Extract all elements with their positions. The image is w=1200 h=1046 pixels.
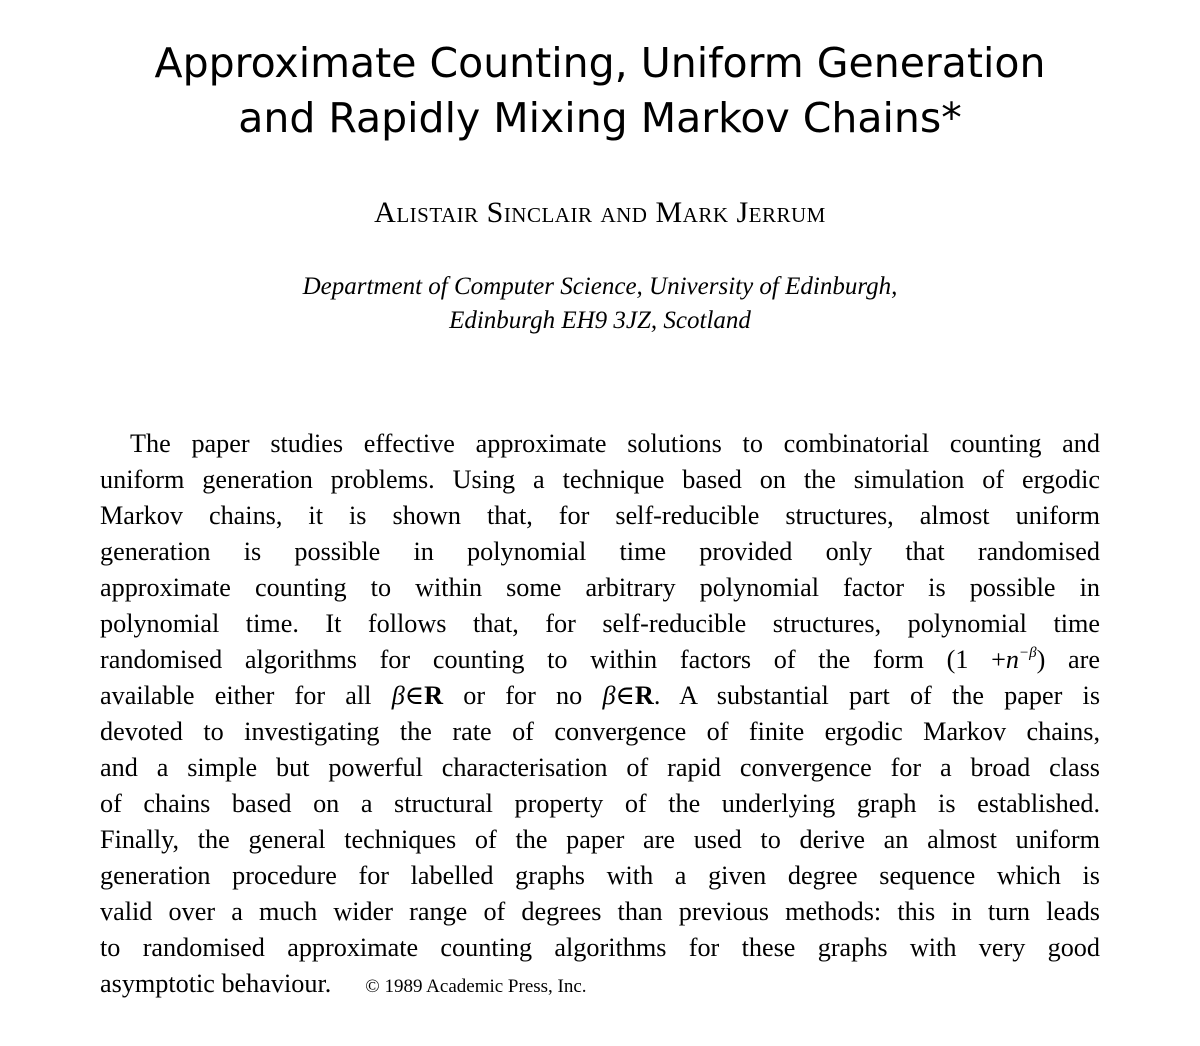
- beta-symbol: β: [602, 681, 616, 710]
- abstract: [100, 426, 1100, 1002]
- abstract-line: of chains based on a structural property of the underlying graph is established.: [100, 789, 1100, 818]
- affiliation-line-1: Department of Computer Science, University of Edinburgh,: [302, 273, 898, 300]
- abstract-text: randomised algorithms for counting to within factors of the form: [100, 645, 924, 674]
- copyright-notice: © 1989 Academic Press, Inc.: [365, 976, 587, 997]
- abstract-line: generation procedure for labelled graphs with a given degree sequence which is: [100, 861, 1100, 890]
- reals-symbol: R: [424, 681, 444, 710]
- paper-title-line-1: Approximate Counting, Uniform Generation: [154, 39, 1046, 87]
- formula: $(1 +n^{-\beta})$: [946, 645, 1046, 674]
- abstract-line: to randomised approximate counting algorithms for these graphs with very good: [100, 933, 1100, 962]
- abstract-line: approximate counting to within some arbitrary polynomial factor is possible in: [100, 573, 1100, 602]
- abstract-line: uniform generation problems. Using a technique based on the simulation of ergodic: [100, 465, 1100, 494]
- element-of-symbol: ∈: [404, 681, 425, 710]
- abstract-line: valid over a much wider range of degrees than previous methods: this in turn leads: [100, 897, 1100, 926]
- beta-symbol: β: [391, 681, 405, 710]
- abstract-line: devoted to investigating the rate of convergence of finite ergodic Markov chains,: [100, 717, 1100, 746]
- abstract-line: The paper studies effective approximate solutions to combinatorial counting and: [130, 429, 1100, 458]
- authors: Alistair Sinclair and Mark Jerrum: [374, 196, 826, 229]
- abstract-line: polynomial time. It follows that, for self-reducible structures, polynomial time: [100, 609, 1100, 638]
- abstract-line: Finally, the general techniques of the paper are used to derive an almost uniform: [100, 825, 1100, 854]
- affiliation: [0, 270, 1200, 338]
- reals-symbol: R: [634, 681, 654, 710]
- element-of-symbol: ∈: [615, 681, 635, 710]
- paper-title: [0, 36, 1200, 146]
- abstract-line: Markov chains, it is shown that, for self-reducible structures, almost uniform: [100, 501, 1100, 530]
- abstract-last-line: asymptotic behaviour. © 1989 Academic Press, Inc.: [100, 969, 587, 998]
- affiliation-line-2: Edinburgh EH9 3JZ, Scotland: [449, 307, 751, 334]
- paper-title-line-2: and Rapidly Mixing Markov Chains*: [238, 94, 962, 142]
- abstract-line: and a simple but powerful characterisation of rapid convergence for a broad class: [100, 753, 1100, 782]
- abstract-line-with-formula: available either for all β∈R or for no β∈R. A substantial part of the paper is: [100, 681, 1101, 710]
- abstract-line: generation is possible in polynomial time provided only that randomised: [100, 537, 1100, 566]
- abstract-text: are: [1068, 645, 1100, 674]
- abstract-line-with-formula: [100, 642, 1100, 678]
